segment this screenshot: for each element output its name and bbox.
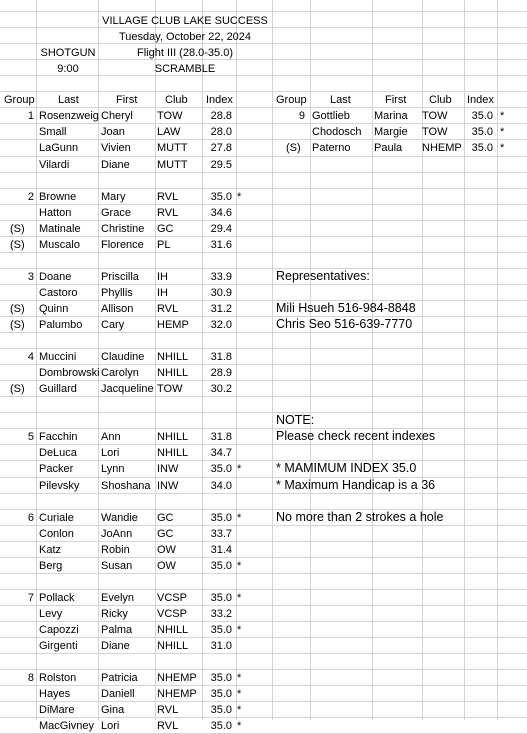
player-index: 31.8 [210, 351, 232, 363]
left-header-club: Club [165, 94, 188, 106]
player-club: NHEMP [157, 672, 197, 684]
grid-row-line [0, 444, 527, 445]
player-first-name: Wandie [101, 512, 138, 524]
max-index-mark: * [500, 126, 505, 138]
grid-row-line [0, 701, 527, 702]
player-club: TOW [157, 383, 183, 395]
right-header-index: Index [467, 94, 494, 106]
group-number: 3 [27, 271, 34, 283]
player-index: 35.0 [210, 672, 232, 684]
player-first-name: Ann [101, 431, 121, 443]
right-header-last: Last [330, 94, 351, 106]
grid-row-line [0, 300, 527, 301]
player-index: 34.0 [210, 480, 232, 492]
grid-column-line [236, 0, 237, 720]
player-first-name: Vivien [101, 142, 131, 154]
grid-column-line [272, 0, 273, 720]
player-club: OW [157, 544, 176, 556]
player-club: NHILL [157, 640, 189, 652]
left-header-group: Group [4, 94, 35, 106]
player-last-name: Vilardi [39, 159, 70, 171]
player-club: NHILL [157, 624, 189, 636]
right-header-club: Club [429, 94, 452, 106]
group-number: 1 [27, 110, 34, 122]
left-header-last: Last [58, 94, 79, 106]
player-last-name: Pollack [39, 592, 75, 604]
grid-row-line [0, 11, 527, 12]
player-club: MUTT [157, 159, 188, 171]
grid-row-line [0, 525, 527, 526]
player-club: GC [157, 528, 174, 540]
player-club: TOW [422, 126, 448, 138]
player-index: 29.5 [210, 159, 232, 171]
grid-row-line [0, 156, 527, 157]
substitute-flag: (S) [10, 239, 25, 251]
grid-row-line [0, 204, 527, 205]
sheet-title: VILLAGE CLUB LAKE SUCCESS [102, 15, 268, 27]
grid-row-line [0, 557, 527, 558]
max-index-mark: * [237, 672, 242, 684]
group-number: 7 [27, 592, 34, 604]
player-last-name: Matinale [39, 223, 81, 235]
player-index: 31.6 [210, 239, 232, 251]
player-index: 35.0 [210, 463, 232, 475]
player-index: 33.2 [210, 608, 232, 620]
substitute-flag: (S) [10, 223, 25, 235]
grid-column-line [372, 0, 373, 720]
note-text: Please check recent indexes [276, 429, 436, 443]
player-first-name: Priscilla [101, 271, 139, 283]
sheet-date: Tuesday, October 22, 2024 [118, 31, 252, 43]
note-text: * Maximum Handicap is a 36 [276, 478, 436, 492]
player-club: NHEMP [157, 688, 197, 700]
note-text: Representatives: [276, 269, 370, 283]
max-index-mark: * [500, 110, 505, 122]
player-last-name: Guillard [39, 383, 77, 395]
player-last-name: Rosenzweig [39, 110, 99, 122]
player-last-name: Girgenti [39, 640, 78, 652]
player-first-name: Phyllis [101, 287, 133, 299]
note-text: * MAMIMUM INDEX 35.0 [276, 461, 417, 475]
left-header-first: First [116, 94, 138, 106]
grid-row-line [0, 460, 527, 461]
player-last-name: Palumbo [39, 319, 83, 331]
player-index: 35.0 [210, 191, 232, 203]
grid-row-line [0, 685, 527, 686]
player-index: 32.0 [210, 319, 232, 331]
grid-column-line [155, 0, 156, 720]
player-last-name: Katz [39, 544, 62, 556]
player-first-name: Allison [101, 303, 134, 315]
player-club: RVL [157, 191, 179, 203]
player-index: 35.0 [210, 720, 232, 732]
note-text: Mili Hsueh 516-984-8848 [276, 301, 416, 315]
player-index: 35.0 [471, 142, 493, 154]
grid-row-line [0, 188, 527, 189]
group-number: 9 [298, 110, 305, 122]
player-last-name: Chodosch [312, 126, 362, 138]
max-index-mark: * [237, 624, 242, 636]
right-header-first: First [385, 94, 407, 106]
player-first-name: Joan [101, 126, 125, 138]
player-last-name: Packer [39, 463, 74, 475]
grid-row-line [0, 412, 527, 413]
substitute-flag: (S) [10, 319, 25, 331]
player-club: RVL [157, 720, 179, 732]
player-first-name: Cary [101, 319, 125, 331]
grid-row-line [0, 621, 527, 622]
player-first-name: Ricky [101, 608, 128, 620]
max-index-mark: * [500, 142, 505, 154]
max-index-mark: * [237, 704, 242, 716]
player-last-name: Curiale [39, 512, 74, 524]
player-last-name: Quinn [39, 303, 69, 315]
grid-row-line [0, 589, 527, 590]
player-club: OW [157, 560, 176, 572]
player-last-name: DeLuca [39, 447, 77, 459]
player-first-name: Carolyn [101, 367, 139, 379]
player-first-name: Grace [101, 207, 131, 219]
grid-row-line [0, 268, 527, 269]
player-first-name: Claudine [101, 351, 145, 363]
player-club: VCSP [157, 608, 187, 620]
player-club: GC [157, 512, 174, 524]
player-last-name: DiMare [39, 704, 75, 716]
max-index-mark: * [237, 688, 242, 700]
player-last-name: Muccini [39, 351, 77, 363]
player-club: RVL [157, 303, 179, 315]
player-club: TOW [157, 110, 183, 122]
player-first-name: Susan [101, 560, 133, 572]
player-index: 35.0 [471, 126, 493, 138]
group-number: 4 [27, 351, 34, 363]
player-index: 28.0 [210, 126, 232, 138]
player-last-name: Capozzi [39, 624, 79, 636]
group-number: 2 [27, 191, 34, 203]
player-index: 35.0 [210, 592, 232, 604]
player-first-name: Diane [101, 640, 130, 652]
player-last-name: Gottlieb [312, 110, 350, 122]
player-club: VCSP [157, 592, 187, 604]
player-first-name: Christine [101, 223, 145, 235]
player-last-name: Levy [39, 608, 63, 620]
grid-row-line [0, 653, 527, 654]
player-first-name: Robin [101, 544, 130, 556]
player-club: HEMP [157, 319, 189, 331]
player-club: PL [157, 239, 171, 251]
format-label: SHOTGUN [40, 47, 96, 59]
grid-row-line [0, 669, 527, 670]
player-first-name: Paula [374, 142, 403, 154]
player-club: IH [157, 287, 168, 299]
flight-label: Flight III (28.0-35.0) [137, 47, 233, 59]
player-last-name: Dombrowski [39, 367, 100, 379]
player-index: 27.8 [210, 142, 232, 154]
player-last-name: Small [39, 126, 67, 138]
player-index: 31.4 [210, 544, 232, 556]
player-last-name: MacGivney [39, 720, 95, 732]
grid-row-line [0, 396, 527, 397]
player-last-name: Berg [39, 560, 63, 572]
player-club: NHILL [157, 367, 189, 379]
grid-row-line [0, 541, 527, 542]
player-index: 29.4 [210, 223, 232, 235]
player-first-name: Diane [101, 159, 130, 171]
player-last-name: Hatton [39, 207, 72, 219]
player-club: GC [157, 223, 174, 235]
player-index: 35.0 [471, 110, 493, 122]
grid-column-line [497, 0, 498, 720]
player-club: NHILL [157, 351, 189, 363]
player-first-name: Mary [101, 191, 126, 203]
player-index: 35.0 [210, 560, 232, 572]
player-first-name: Cheryl [101, 110, 133, 122]
grid-row-line [0, 637, 527, 638]
grid-row-line [0, 605, 527, 606]
player-first-name: Gina [101, 704, 125, 716]
max-index-mark: * [237, 592, 242, 604]
grid-row-line [0, 284, 527, 285]
player-last-name: Conlon [39, 528, 74, 540]
substitute-flag: (S) [10, 303, 25, 315]
player-club: RVL [157, 207, 179, 219]
player-club: INW [157, 480, 179, 492]
player-club: IH [157, 271, 168, 283]
note-text: No more than 2 strokes a hole [276, 510, 444, 524]
player-index: 34.7 [210, 447, 232, 459]
player-index: 28.9 [210, 367, 232, 379]
player-index: 35.0 [210, 512, 232, 524]
player-last-name: LaGunn [39, 142, 79, 154]
player-first-name: Florence [101, 239, 144, 251]
max-index-mark: * [237, 463, 242, 475]
player-last-name: Castoro [39, 287, 78, 299]
player-first-name: Lori [101, 720, 120, 732]
grid-column-line [202, 0, 203, 720]
player-first-name: JoAnn [101, 528, 133, 540]
max-index-mark: * [237, 191, 242, 203]
player-first-name: Jacqueline [101, 383, 154, 395]
grid-row-line [0, 573, 527, 574]
player-index: 35.0 [210, 688, 232, 700]
player-index: 33.7 [210, 528, 232, 540]
player-last-name: Rolston [39, 672, 77, 684]
player-club: TOW [422, 110, 448, 122]
group-number: 6 [27, 512, 34, 524]
player-index: 31.8 [210, 431, 232, 443]
player-index: 31.2 [210, 303, 232, 315]
grid-column-line [310, 0, 311, 720]
player-index: 28.8 [210, 110, 232, 122]
player-first-name: Patricia [101, 672, 138, 684]
player-index: 30.2 [210, 383, 232, 395]
grid-row-line [0, 428, 527, 429]
player-club: NHEMP [422, 142, 462, 154]
player-last-name: Muscalo [39, 239, 80, 251]
player-first-name: Evelyn [101, 592, 135, 604]
player-last-name: Paterno [312, 142, 351, 154]
game-format: SCRAMBLE [154, 63, 216, 75]
group-number: 5 [27, 431, 34, 443]
player-first-name: Marina [374, 110, 408, 122]
right-header-group: Group [276, 94, 307, 106]
player-club: NHILL [157, 447, 189, 459]
player-club: INW [157, 463, 179, 475]
group-number: 8 [27, 672, 34, 684]
note-text: NOTE: [276, 413, 315, 427]
player-first-name: Daniell [101, 688, 135, 700]
player-last-name: Browne [39, 191, 77, 203]
max-index-mark: * [237, 560, 242, 572]
player-last-name: Pilevsky [39, 480, 80, 492]
tee-time: 9:00 [57, 63, 79, 75]
player-first-name: Margie [374, 126, 408, 138]
grid-row-line [0, 172, 527, 173]
note-text: Chris Seo 516-639-7770 [276, 317, 413, 331]
player-club: MUTT [157, 142, 188, 154]
substitute-flag: (S) [10, 383, 25, 395]
player-first-name: Lynn [101, 463, 125, 475]
player-last-name: Doane [39, 271, 72, 283]
player-club: NHILL [157, 431, 189, 443]
max-index-mark: * [237, 720, 242, 732]
player-last-name: Hayes [39, 688, 71, 700]
player-first-name: Shoshana [101, 480, 151, 492]
player-index: 34.6 [210, 207, 232, 219]
player-club: LAW [157, 126, 181, 138]
player-first-name: Palma [101, 624, 133, 636]
left-header-index: Index [206, 94, 233, 106]
grid-row-line [0, 509, 527, 510]
player-index: 35.0 [210, 624, 232, 636]
substitute-flag: (S) [286, 142, 301, 154]
player-index: 30.9 [210, 287, 232, 299]
player-index: 33.9 [210, 271, 232, 283]
player-first-name: Lori [101, 447, 120, 459]
max-index-mark: * [237, 512, 242, 524]
grid-row-line [0, 348, 527, 349]
player-index: 35.0 [210, 704, 232, 716]
player-index: 31.0 [210, 640, 232, 652]
player-club: RVL [157, 704, 179, 716]
grid-column-line [36, 0, 37, 720]
player-last-name: Facchin [39, 431, 78, 443]
